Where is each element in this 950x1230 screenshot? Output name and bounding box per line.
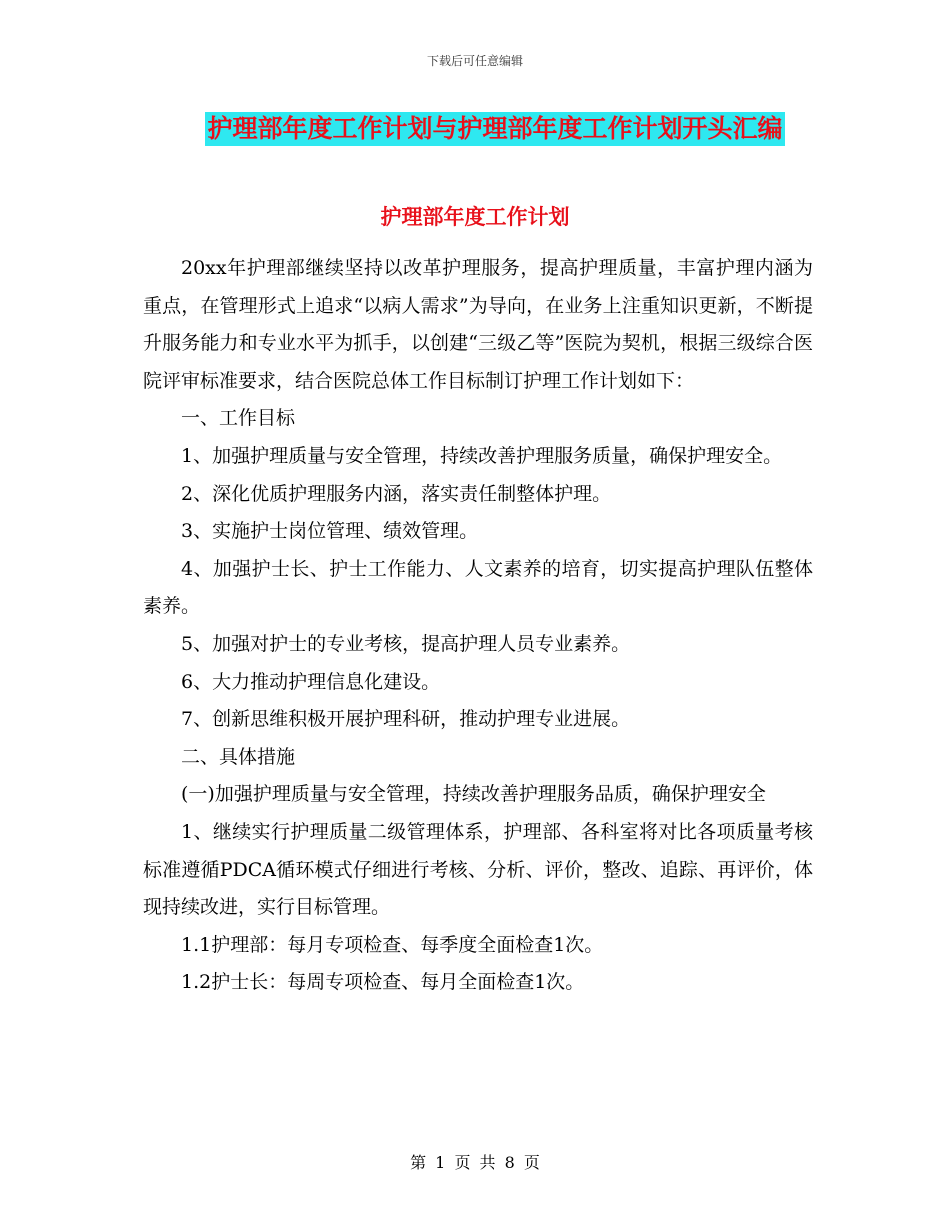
subheading-measure-1: (一)加强护理质量与安全管理，持续改善护理服务品质，确保护理安全	[181, 783, 766, 806]
goal-item: 5、加强对护士的专业考核，提高护理人员专业素养。	[181, 632, 631, 655]
page-footer: 第 1 页 共 8 页	[410, 1153, 540, 1172]
goal-item: 6、大力推动护理信息化建设。	[181, 670, 441, 693]
main-title-container	[0, 112, 950, 146]
measure-item: 1.2护士长：每周专项检查、每月全面检查1次。	[181, 971, 585, 994]
heading-work-goals: 一、工作目标	[181, 407, 296, 430]
heading-measures: 二、具体措施	[181, 745, 296, 768]
goal-item: 1、加强护理质量与安全管理，持续改善护理服务质量，确保护理安全。	[181, 444, 783, 467]
document-body	[143, 250, 813, 1002]
goal-item: 7、创新思维积极开展护理科研，推动护理专业进展。	[181, 708, 631, 731]
measure-item: 1.1护理部：每月专项检查、每季度全面检查1次。	[181, 933, 604, 956]
goal-item: 4、加强护士长、护士工作能力、人文素养的培育，切实提高护理队伍整体素养。	[143, 557, 813, 618]
paragraph-intro: 20xx年护理部继续坚持以改革护理服务，提高护理质量，丰富护理内涵为重点，在管理形式上追求“以病人需求”为导向，在业务上注重知识更新，不断提升服务能力和专业水平为抓手，以创建“三级乙等”医院为契机，根据三级综合医院评审标准要求，结合医院总体工作目标制订护理工作计划如下：	[143, 257, 813, 392]
main-title: 护理部年度工作计划与护理部年度工作计划开头汇编	[205, 112, 784, 146]
section-title: 护理部年度工作计划	[380, 205, 570, 229]
measure-item: 1、继续实行护理质量二级管理体系，护理部、各科室将对比各项质量考核标准遵循PDCA循环模式仔细进行考核、分析、评价，整改、追踪、再评价，体现持续改进，实行目标管理。	[143, 820, 813, 919]
goal-item: 3、实施护士岗位管理、绩效管理。	[181, 520, 479, 543]
page-header-note: 下载后可任意编辑	[426, 54, 523, 68]
goal-item: 2、深化优质护理服务内涵，落实责任制整体护理。	[181, 482, 612, 505]
